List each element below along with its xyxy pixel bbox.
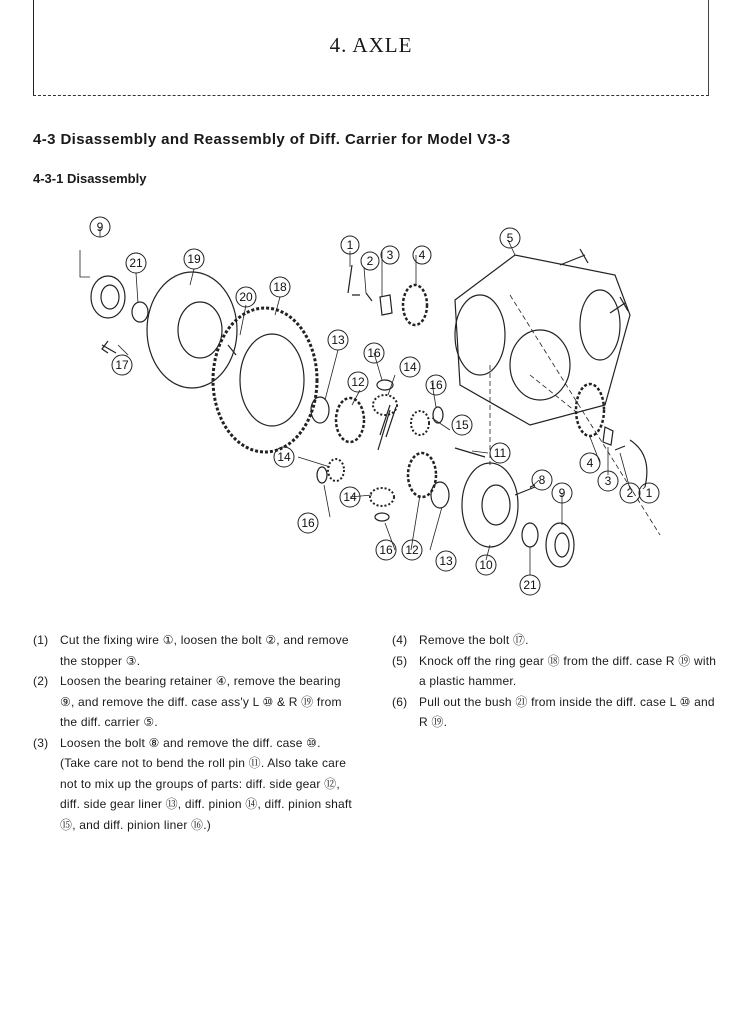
step-note: (Take care not to bend the roll pin ⑪. Also take care not to mix up the groups of parts: diff. side gear ⑫, diff. side gear liner ⑬, diff. pinion ⑭, diff. pinion shaft ⑮, and diff. pinion liner ⑯.)	[60, 756, 352, 832]
stopper-top	[380, 295, 392, 315]
exploded-diagram	[60, 205, 680, 605]
svg-text:1: 1	[645, 486, 653, 500]
callout-label	[376, 540, 396, 560]
svg-text:16: 16	[367, 346, 381, 360]
bearing-retainer-right	[576, 384, 604, 436]
steps-column-right	[392, 630, 717, 733]
step-item	[33, 733, 353, 836]
fixing-wire-top	[348, 265, 360, 295]
step-number: (1)	[33, 633, 49, 647]
pinion-bottom	[370, 488, 394, 506]
step-text: Loosen the bearing retainer ④, remove the bearing ⑨, and remove the diff. case ass'y L ⑩ & R ⑲ from the diff. carrier ⑤.	[60, 674, 342, 729]
svg-text:21: 21	[523, 578, 537, 592]
carrier-bolt-top	[560, 249, 588, 265]
subsection-title: 4-3-1 Disassembly	[33, 171, 147, 186]
callout-label	[364, 343, 384, 363]
svg-text:14: 14	[403, 360, 417, 374]
callout-label	[400, 357, 420, 377]
callout-label	[270, 277, 290, 297]
step-text: Knock off the ring gear ⑱ from the diff. case R ⑲ with a plastic hammer.	[419, 653, 717, 688]
svg-text:13: 13	[331, 333, 345, 347]
pinion-liner-right	[433, 407, 443, 423]
svg-text:13: 13	[439, 554, 453, 568]
callout-label	[328, 330, 348, 350]
step-text: Remove the bolt ⑰.	[419, 633, 529, 647]
svg-text:9: 9	[558, 486, 566, 500]
svg-text:10: 10	[479, 558, 493, 572]
callout-label	[426, 375, 446, 395]
step-number: (2)	[33, 674, 49, 688]
ring-gear	[213, 308, 317, 452]
step-item	[392, 630, 717, 651]
callout-label	[184, 249, 204, 269]
callout-label	[361, 252, 379, 270]
fixing-wire-right	[630, 440, 647, 487]
svg-text:3: 3	[386, 248, 394, 262]
svg-text:16: 16	[301, 516, 315, 530]
svg-text:16: 16	[379, 543, 393, 557]
bearing-left	[91, 276, 125, 318]
step-number: (6)	[392, 694, 408, 709]
callout-label	[126, 253, 146, 273]
svg-text:14: 14	[277, 450, 291, 464]
carrier-bolt-right	[610, 297, 628, 313]
callout-label	[452, 415, 472, 435]
pinion-liner-bottom	[375, 513, 389, 521]
exploded-diagram-figure	[60, 205, 680, 605]
callout-label	[490, 443, 510, 463]
svg-text:11: 11	[493, 446, 507, 460]
svg-text:14: 14	[343, 490, 357, 504]
svg-text:2: 2	[366, 254, 374, 268]
steps-column-left	[33, 630, 353, 835]
step-text: Pull out the bush ㉑ from inside the diff. case L ⑩ and R ⑲.	[419, 694, 715, 729]
callout-label	[476, 555, 496, 575]
bearing-right	[546, 523, 574, 567]
step-item	[392, 692, 717, 733]
callout-label	[341, 236, 359, 254]
svg-text:21: 21	[129, 256, 143, 270]
callout-label	[639, 483, 659, 503]
svg-text:20: 20	[239, 290, 253, 304]
side-gear-liner-right	[431, 482, 449, 508]
svg-text:18: 18	[273, 280, 287, 294]
svg-text:12: 12	[405, 543, 419, 557]
chapter-title: 4. AXLE	[329, 33, 413, 57]
step-text: Cut the fixing wire ①, loosen the bolt ②, and remove the stopper ③.	[60, 633, 349, 668]
step-item	[33, 671, 353, 733]
callout-label	[274, 447, 294, 467]
callout-label	[580, 453, 600, 473]
pinion-top	[373, 395, 397, 415]
callout-label	[436, 551, 456, 571]
svg-text:5: 5	[506, 231, 514, 245]
callout-label	[402, 540, 422, 560]
callout-label	[298, 513, 318, 533]
pinion-liner-left	[317, 467, 327, 483]
callout-label	[381, 246, 399, 264]
section-title: 4-3 Disassembly and Reassembly of Diff. Carrier for Model V3-3	[33, 131, 511, 148]
svg-text:15: 15	[455, 418, 469, 432]
step-number: (4)	[392, 633, 408, 647]
svg-text:19: 19	[187, 252, 201, 266]
step-item	[392, 651, 717, 692]
callout-label	[348, 372, 368, 392]
bolt-17-part	[102, 341, 116, 353]
svg-text:16: 16	[429, 378, 443, 392]
stopper-right	[603, 427, 613, 445]
callout-label	[520, 575, 540, 595]
roll-pin-11-part	[455, 448, 485, 457]
bolt-2-top	[366, 293, 372, 301]
step-number: (3)	[33, 735, 49, 750]
svg-text:8: 8	[538, 473, 546, 487]
callout-label	[236, 287, 256, 307]
bolt-2-right	[615, 446, 625, 450]
callout-label	[340, 487, 360, 507]
callout-label	[112, 355, 132, 375]
svg-text:12: 12	[351, 375, 365, 389]
svg-text:9: 9	[96, 220, 104, 234]
side-gear-left	[336, 398, 364, 442]
svg-text:4: 4	[418, 248, 426, 262]
svg-text:3: 3	[604, 474, 612, 488]
callout-label	[620, 483, 640, 503]
bearing-retainer-top	[403, 285, 427, 325]
header-rule	[33, 95, 709, 96]
svg-text:1: 1	[346, 238, 354, 252]
pinion-left	[328, 459, 344, 481]
bush-right	[522, 523, 538, 547]
step-number: (5)	[392, 653, 408, 668]
svg-text:2: 2	[626, 486, 634, 500]
pinion-shaft	[380, 405, 396, 437]
callout-label	[532, 470, 552, 490]
step-text: Loosen the bolt ⑧ and remove the diff. case ⑩.	[60, 735, 321, 750]
pinion-right	[411, 411, 429, 435]
callout-label	[598, 471, 618, 491]
bush-left	[132, 302, 148, 322]
svg-text:4: 4	[586, 456, 594, 470]
svg-text:17: 17	[115, 358, 129, 372]
step-item	[33, 630, 353, 671]
diff-case-r	[147, 272, 237, 388]
